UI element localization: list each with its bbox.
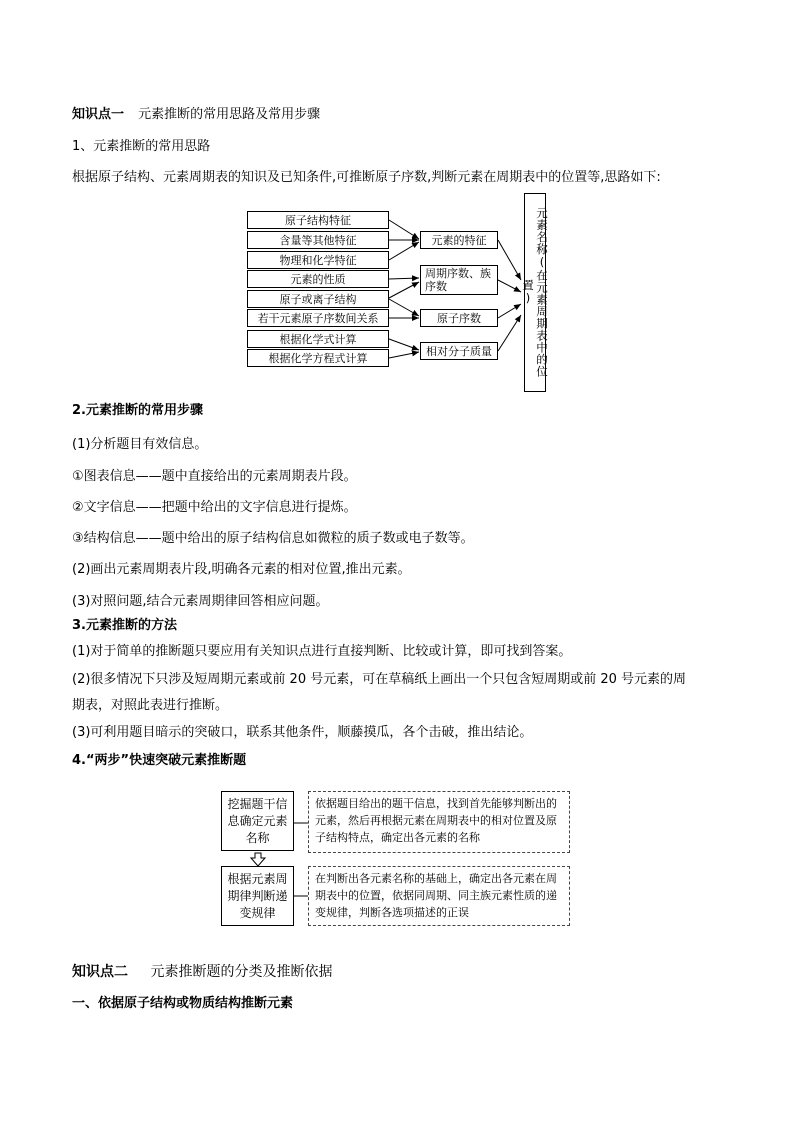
step2-box <box>221 866 294 926</box>
mid-box-2-label: 周期序数、族序数 <box>425 267 491 293</box>
section3-item-1: (1)对于简单的推断题只要应用有关知识点进行直接判断、比较或计算，即可找到答案。 <box>72 644 572 659</box>
section5-heading <box>72 961 332 981</box>
section2-item-5: (2)画出元素周期表片段,明确各元素的相对位置,推出元素。 <box>72 562 411 577</box>
section2-item-2: ①图表信息——题中直接给出的元素周期表片段。 <box>72 469 357 484</box>
section5-sub1: 一、依据原子结构或物质结构推断元素 <box>72 996 294 1011</box>
mid-box-3: 原子序数 <box>420 309 498 327</box>
section2-item-3: ②文字信息——把题中给出的文字信息进行提炼。 <box>72 500 357 515</box>
left-box-5: 原子或离子结构 <box>247 290 389 308</box>
section3-heading: 3.元素推断的方法 <box>72 618 177 633</box>
section1-heading-text: 元素推断的常用思路及常用步骤 <box>138 107 321 122</box>
left-box-7: 根据化学式计算 <box>247 330 389 348</box>
step2-description-box <box>308 866 570 926</box>
left-box-2: 含量等其他特征 <box>247 231 389 249</box>
step2-label: 根据元素周期律判断递变规律 <box>227 871 288 920</box>
step1-box <box>221 791 294 851</box>
section2-heading: 2.元素推断的常用步骤 <box>72 403 203 418</box>
mid-box-4: 相对分子质量 <box>420 342 498 360</box>
left-box-8: 根据化学方程式计算 <box>247 349 389 367</box>
section1-heading-prefix: 知识点一 <box>72 107 125 122</box>
step1-description: 依据题目给出的题干信息，找到首先能够判断出的元素，然后再根据元素在周期表中的相对位置及原子结构特点，确定出各元素的名称 <box>315 797 557 844</box>
section3-item-3: (3)可利用题目暗示的突破口，联系其他条件，顺藤摸瓜，各个击破，推出结论。 <box>72 725 533 740</box>
right-box-label: 元素名称(在元素周期表中的位置) <box>521 207 549 378</box>
step2-description: 在判断出各元素名称的基础上，确定出各元素在周期表中的位置，依据同周期、同主族元素性质的递变规律，判断各选项描述的正误 <box>315 872 557 919</box>
left-box-1: 原子结构特征 <box>247 211 389 229</box>
section1-sub1: 1、元素推断的常用思路 <box>72 139 211 154</box>
step1-label: 挖掘题干信息确定元素名称 <box>227 796 288 845</box>
section2-item-6: (3)对照问题,结合元素周期律回答相应问题。 <box>72 594 329 609</box>
section1-intro: 根据原子结构、元素周期表的知识及已知条件,可推断原子序数,判断元素在周期表中的位置等,思路如下: <box>72 170 661 185</box>
section3-item-2-line-2: 期表，对照此表进行推断。 <box>72 698 229 713</box>
step1-description-box <box>308 791 570 853</box>
section2-item-4: ③结构信息——题中给出的原子结构信息如微粒的质子数或电子数等。 <box>72 531 474 546</box>
section5-heading-text: 元素推断题的分类及推断依据 <box>150 964 333 980</box>
section4-heading: 4.“两步”快速突破元素推断题 <box>72 753 247 768</box>
section2-item-1: (1)分析题目有效信息。 <box>72 437 208 452</box>
left-box-4: 元素的性质 <box>247 270 389 288</box>
section3-item-2-line-1: (2)很多情况下只涉及短周期元素或前 20 号元素，可在草稿纸上画出一个只包含短周期或前 20 号元素的周 <box>72 672 687 687</box>
left-box-3: 物理和化学特征 <box>247 251 389 269</box>
left-box-6: 若干元素原子序数间关系 <box>247 309 389 327</box>
mid-box-1: 元素的特征 <box>420 231 498 249</box>
section5-heading-prefix: 知识点二 <box>72 964 128 980</box>
